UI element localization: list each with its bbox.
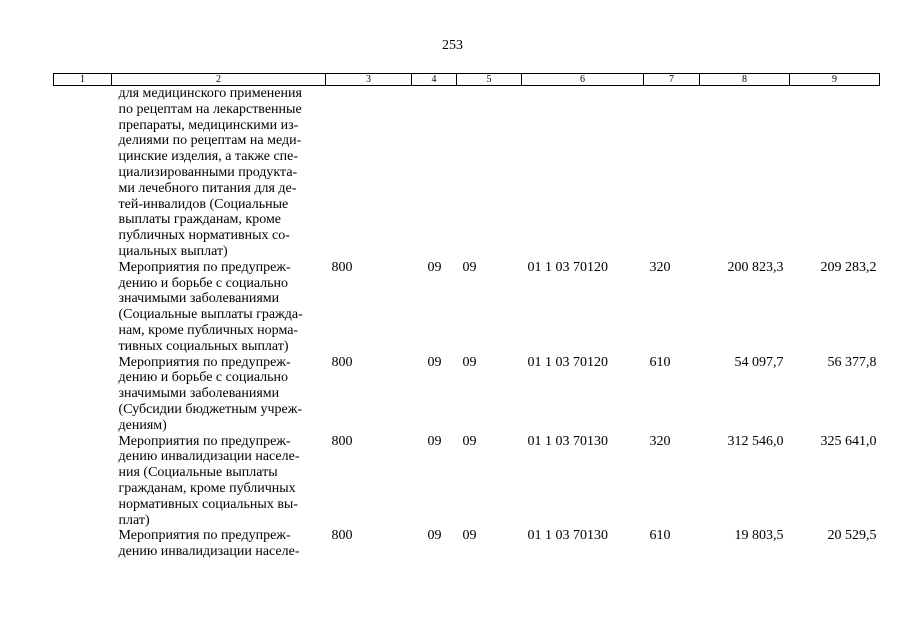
subsection-code — [457, 86, 522, 260]
ministry-code: 800 — [331, 354, 353, 370]
amount-year-2: 56 377,8 — [827, 354, 877, 370]
amount-year-1 — [700, 86, 790, 260]
expense-name — [112, 86, 326, 260]
amount-year-1: 54 097,7 — [734, 354, 784, 370]
table-row — [54, 86, 880, 260]
amount-year-1: 19 803,5 — [734, 528, 784, 544]
table-row — [54, 434, 880, 529]
section-code: 09 — [427, 259, 442, 275]
expense-name-text: Мероприятия по предупреж- дению инвалидизации населе- — [118, 528, 300, 560]
subsection-code: 09 — [462, 259, 477, 275]
ministry-code: 800 — [331, 433, 353, 449]
expense-name-text: Мероприятия по предупреж- дению и борьбе с социально значимыми заболеваниями (Социальные выплаты гражда- нам, кроме публичных норма- тивных социальных выплат) — [118, 259, 303, 354]
expense-name — [112, 434, 326, 529]
column-header-9: 9 — [790, 74, 880, 86]
row-number — [54, 260, 112, 355]
section-code: 09 — [427, 354, 442, 370]
expense-name-text: Мероприятия по предупреж- дению инвалидизации населе- ния (Социальные выплаты гражданам, кроме публичных нормативных социальных вы- плат) — [118, 433, 300, 528]
table-row — [54, 355, 880, 434]
row-number — [54, 528, 112, 560]
column-number-row — [54, 74, 880, 86]
column-header-4: 4 — [412, 74, 457, 86]
expense-name-text: для медицинского применения по рецептам на лекарственные препараты, медицинскими из- делиями по рецептам на меди- цинские изделия, а также спе- циализированными продукта- ми лечебного питания для де- тей-инвалидов (Социальные выплаты гражданам, кроме публичных нормативных со- циальных выплат) — [118, 86, 302, 259]
section-code: 09 — [427, 528, 442, 544]
row-number — [54, 355, 112, 434]
target-article-code: 01 1 03 70120 — [527, 259, 608, 275]
column-header-1: 1 — [54, 74, 112, 86]
amount-year-2: 20 529,5 — [827, 528, 877, 544]
column-header-5: 5 — [457, 74, 522, 86]
page-number: 253 — [442, 38, 463, 53]
column-header-6: 6 — [522, 74, 644, 86]
ministry-code: 800 — [331, 528, 353, 544]
column-header-8: 8 — [700, 74, 790, 86]
expense-name — [112, 528, 326, 560]
subsection-code: 09 — [462, 433, 477, 449]
ministry-code: 800 — [331, 259, 353, 275]
expense-type-code: 320 — [649, 259, 671, 275]
target-article-code — [522, 86, 644, 260]
amount-year-1: 312 546,0 — [727, 433, 784, 449]
subsection-code: 09 — [462, 528, 477, 544]
expense-name — [112, 260, 326, 355]
expense-type-code — [644, 86, 700, 260]
table-row — [54, 528, 880, 560]
column-header-7: 7 — [644, 74, 700, 86]
target-article-code: 01 1 03 70120 — [527, 354, 608, 370]
row-number — [54, 434, 112, 529]
amount-year-2: 209 283,2 — [820, 259, 877, 275]
target-article-code: 01 1 03 70130 — [527, 528, 608, 544]
budget-table — [53, 73, 880, 560]
expense-type-code: 610 — [649, 354, 671, 370]
target-article-code: 01 1 03 70130 — [527, 433, 608, 449]
column-header-2: 2 — [112, 74, 326, 86]
table-row — [54, 260, 880, 355]
expense-name — [112, 355, 326, 434]
expense-type-code: 610 — [649, 528, 671, 544]
ministry-code — [326, 86, 412, 260]
amount-year-1: 200 823,3 — [727, 259, 784, 275]
expense-name-text: Мероприятия по предупреж- дению и борьбе с социально значимыми заболеваниями (Субсидии бюджетным учреж- дениям) — [118, 354, 303, 433]
expense-type-code: 320 — [649, 433, 671, 449]
amount-year-2 — [790, 86, 880, 260]
subsection-code: 09 — [462, 354, 477, 370]
column-header-3: 3 — [326, 74, 412, 86]
amount-year-2: 325 641,0 — [820, 433, 877, 449]
section-code: 09 — [427, 433, 442, 449]
section-code — [412, 86, 457, 260]
row-number — [54, 86, 112, 260]
